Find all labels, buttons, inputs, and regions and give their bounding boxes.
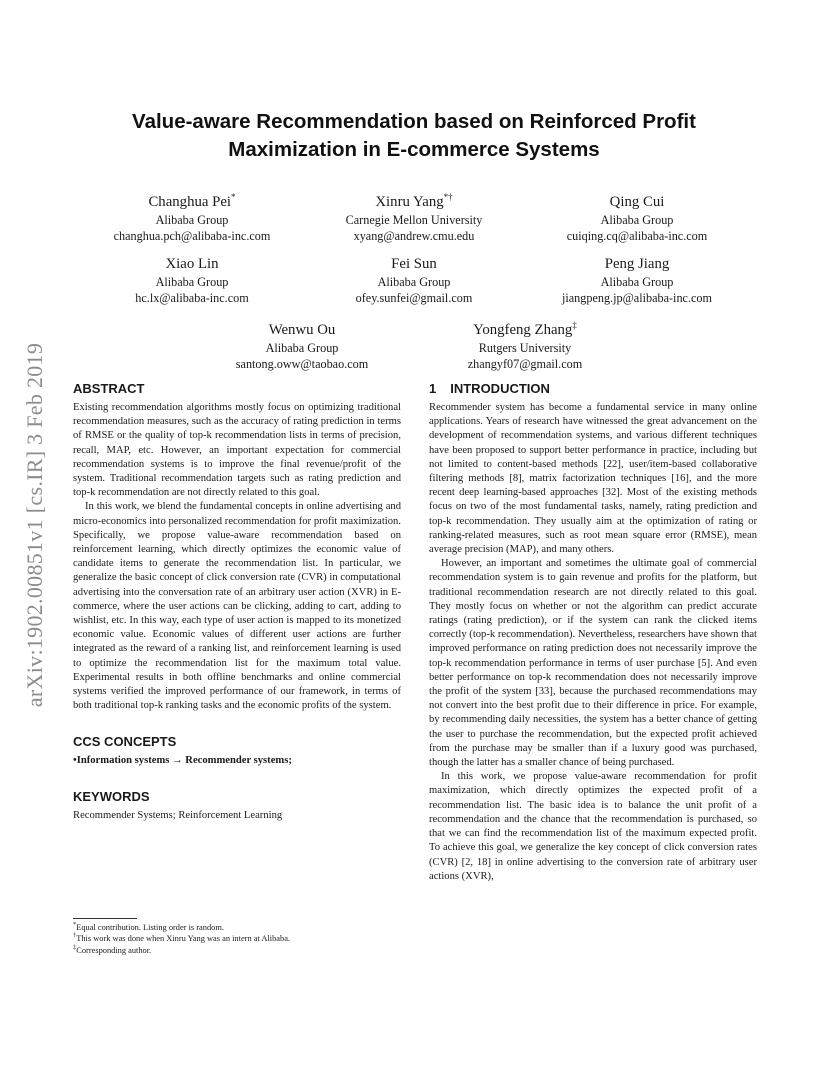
author-affiliation: Alibaba Group <box>155 213 229 227</box>
title-line-1: Value-aware Recommendation based on Reinforced Profit <box>132 110 696 133</box>
footnote-mark: ‡ <box>73 944 77 952</box>
arxiv-sidebar <box>18 300 52 750</box>
intro-paragraph-1: Recommender system has become a fundamental service in many online applications. Years of research have witnessed the great advancement on the development of recommendation systems, and various different techniques have been proposed to support better performance in practice, including but not limited to content-based methods [22], user/item-based collaborative filtering methods [8], matrix factorization techniques [16], and the more recent deep learning-based approaches [32]. Most of the existing methods focus on two of the most fundamental tasks, namely, rating prediction and top-k recommendation. They usually aim at the optimization of rating or ranking-related measures, such as root mean square error (RMSE), mean average precision (MAP), and many others. <box>429 402 757 556</box>
author-email: hc.lx@alibaba-inc.com <box>135 291 249 305</box>
keywords-line: Recommender Systems; Reinforcement Learning <box>73 810 283 822</box>
author-affiliation: Alibaba Group <box>600 213 674 227</box>
author-name: Xiao Lin <box>165 256 219 272</box>
footnote-text: Equal contribution. Listing order is random. <box>76 923 224 932</box>
author-affiliation: Alibaba Group <box>377 275 451 289</box>
author-mark: *† <box>443 192 453 203</box>
author-affiliation: Alibaba Group <box>600 275 674 289</box>
intro-paragraph-3: In this work, we propose value-aware recommendation for profit maximization, which directly optimizes the expected profit of a recommendation list. The basic idea is to balance the unit profit of a recommendation and the chance that the recommendation is purchased, so that we can find the recommendation list of the maximum expected profit. To achieve this goal, we generalize the key concept of click conversion rates (CVR) [2, 18] in online advertising to the conversion rate of arbitrary user actions (XVR), <box>429 771 757 882</box>
footnote-text: This work was done when Xinru Yang was an intern at Alibaba. <box>76 934 291 944</box>
abstract-heading: ABSTRACT <box>73 381 145 396</box>
author-name: Wenwu Ou <box>268 322 336 338</box>
author-block <box>517 254 757 306</box>
abstract-paragraph-1: Existing recommendation algorithms mostly focus on optimizing traditional recommendation measures, such as the accuracy of rating prediction in terms of RMSE or the quality of top-k recommendation lists in terms of precision, recall, MAP, etc. However, an important expectation for commercial recommendation systems is to improve the final revenue/profit of the system. Traditional recommendation targets such as rating prediction and top-k recommendation are not directly related to this goal. <box>73 402 401 499</box>
ccs-concepts-line: •Information systems → Recommender systems; <box>73 755 292 767</box>
left-column <box>73 380 401 823</box>
author-email: changhua.pch@alibaba-inc.com <box>113 229 271 243</box>
author-email: cuiqing.cq@alibaba-inc.com <box>566 229 708 243</box>
author-name: Peng Jiang <box>604 256 670 272</box>
ccs-heading: CCS CONCEPTS <box>73 734 177 750</box>
introduction-heading <box>429 380 757 398</box>
author-name: Yongfeng Zhang <box>473 322 573 338</box>
author-email: zhangyf07@gmail.com <box>467 357 583 371</box>
author-affiliation: Alibaba Group <box>155 275 229 289</box>
author-affiliation: Rutgers University <box>478 341 572 355</box>
section-number: 1 <box>429 381 437 396</box>
author-email: ofey.sunfei@gmail.com <box>355 291 473 305</box>
author-name: Fei Sun <box>391 256 437 272</box>
paper-title <box>60 108 768 164</box>
author-mark: ‡ <box>572 320 577 331</box>
arxiv-identifier: arXiv:1902.00851v1 [cs.IR] 3 Feb 2019 <box>22 342 47 708</box>
author-block <box>405 320 645 372</box>
author-block <box>294 254 534 306</box>
footnote <box>73 922 401 933</box>
footnote-mark: † <box>73 932 77 940</box>
author-name: Changhua Pei <box>148 194 232 210</box>
footnote-text: Corresponding author. <box>76 945 152 955</box>
author-name: Xinru Yang <box>375 194 444 210</box>
author-email: xyang@andrew.cmu.edu <box>353 229 475 243</box>
author-email: santong.oww@taobao.com <box>235 357 369 371</box>
right-column <box>429 380 757 884</box>
footnote-rule <box>73 918 137 919</box>
author-affiliation: Carnegie Mellon University <box>345 213 483 227</box>
author-block <box>72 254 312 306</box>
title-line-2: Maximization in E-commerce Systems <box>228 138 600 161</box>
section-title: INTRODUCTION <box>450 381 550 396</box>
footnote <box>73 945 401 956</box>
abstract-paragraph-2: In this work, we blend the fundamental concepts in online advertising and micro-economics into personalized recommendation for profit maximization. Specifically, we propose value-aware recommendation based on reinforcement learning, which directly optimizes the economic value of candidate items to generate the recommendation list. In particular, we generalize the basic concept of click conversion rate (CVR) in computational advertising into the conversation rate of an arbitrary user action (XVR) in E-commerce, where the user actions can be clicking, adding to cart, adding to wishlist, etc. In this way, each type of user action is mapped to its monetized economic value. Economic values of different user actions are further integrated as the reward of a ranking list, and reinforcement learning is used to optimize the recommendation list for the maximum total value. Experimental results in both offline benchmarks and online commercial systems verified the improved performance of our framework, in terms of both traditional top-k ranking tasks and the economic profits of the system. <box>73 501 401 712</box>
author-block <box>72 192 312 244</box>
author-block <box>294 192 534 244</box>
author-mark: * <box>231 192 236 203</box>
author-name: Qing Cui <box>609 194 665 210</box>
footnotes <box>73 918 401 956</box>
keywords-heading: KEYWORDS <box>73 789 150 805</box>
author-email: jiangpeng.jp@alibaba-inc.com <box>562 291 712 305</box>
author-block <box>182 320 422 372</box>
author-affiliation: Alibaba Group <box>265 341 339 355</box>
footnote <box>73 933 401 944</box>
author-block <box>517 192 757 244</box>
footnote-mark: * <box>73 921 77 929</box>
intro-paragraph-2: However, an important and sometimes the ultimate goal of commercial recommendation system is to gain revenue and profits for the platform, but traditional recommendation research are not directly related to this goal. They mostly focus on whether or not the algorithm can predict accurate ratings (rating prediction), or if the system can rank the clicked items correctly (top-k recommendation). Nevertheless, researchers have shown that improved performance on rating prediction does not necessarily improve the top-k recommendation performance in terms of user purchase [5]. And even better performance on top-k recommendation does not necessarily improve the profit of the system [33], because the purchased recommendations may not convert into the best profit due to their difference in price. For example, by recommending daily necessities, the system has a better chance of getting the user to purchase the recommendation, but the expected profit achieved from the purchase may be smaller than if a luxury good was purchased, though the latter has a smaller chance of being purchased. <box>429 558 757 769</box>
